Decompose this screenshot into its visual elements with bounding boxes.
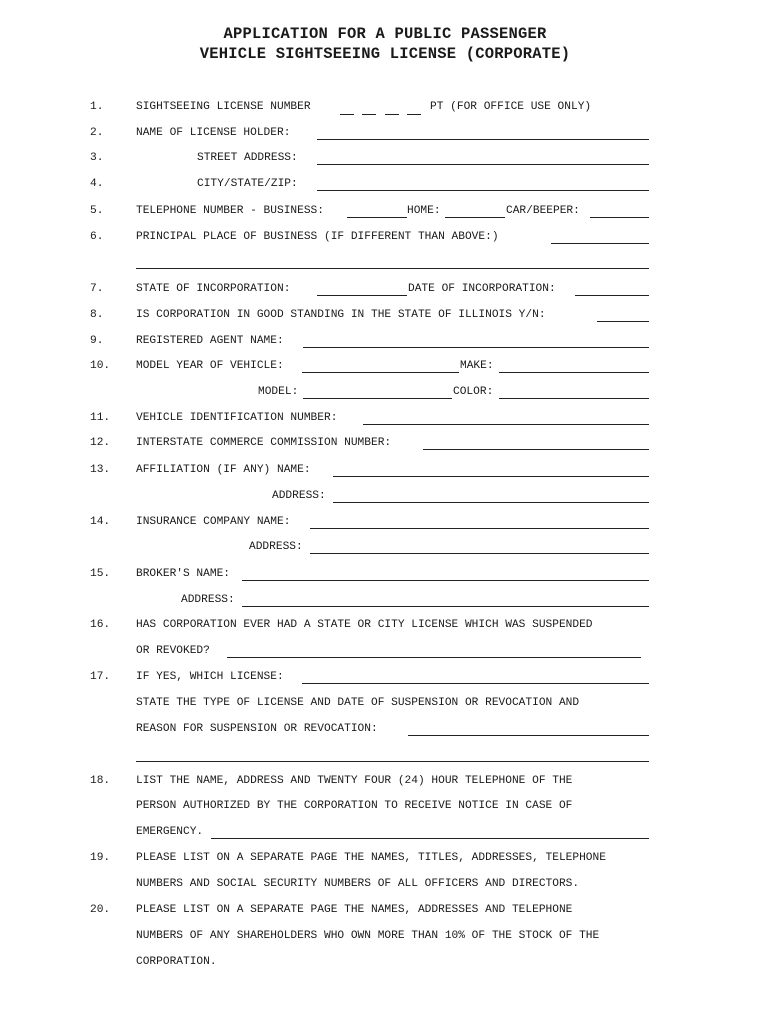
suspended-question-line-2: OR REVOKED? [136, 645, 210, 657]
city-state-zip-field[interactable] [317, 190, 649, 191]
good-standing-field[interactable] [597, 321, 649, 322]
registered-agent-field[interactable] [303, 347, 649, 348]
which-license-label: IF YES, WHICH LICENSE: [136, 671, 284, 683]
license-number-blank-4[interactable] [407, 114, 421, 115]
shareholders-instruction-line-2: NUMBERS OF ANY SHAREHOLDERS WHO OWN MORE THAN 10% OF THE STOCK OF THE [136, 930, 600, 942]
state-of-incorporation-label: STATE OF INCORPORATION: [136, 283, 291, 295]
city-state-zip-label: CITY/STATE/ZIP: [197, 178, 298, 190]
phone-business-label: TELEPHONE NUMBER - BUSINESS: [136, 205, 324, 217]
item-number-12: 12. [90, 437, 111, 449]
model-field[interactable] [303, 398, 452, 399]
color-field[interactable] [499, 398, 649, 399]
date-of-incorporation-field[interactable] [575, 295, 649, 296]
item-number-5: 5. [90, 205, 104, 217]
item-number-2: 2. [90, 127, 104, 139]
phone-car-beeper-label: CAR/BEEPER: [506, 205, 580, 217]
item-number-7: 7. [90, 283, 104, 295]
phone-home-label: HOME: [407, 205, 441, 217]
emergency-contact-line-1: LIST THE NAME, ADDRESS AND TWENTY FOUR (24) HOUR TELEPHONE OF THE [136, 775, 573, 787]
item-number-10: 10. [90, 360, 111, 372]
item-number-14: 14. [90, 516, 111, 528]
form-title-line-1: APPLICATION FOR A PUBLIC PASSENGER [223, 25, 547, 43]
broker-name-label: BROKER'S NAME: [136, 568, 230, 580]
shareholders-instruction-line-1: PLEASE LIST ON A SEPARATE PAGE THE NAMES, ADDRESSES AND TELEPHONE [136, 904, 573, 916]
make-field[interactable] [499, 372, 649, 373]
good-standing-label: IS CORPORATION IN GOOD STANDING IN THE STATE OF ILLINOIS Y/N: [136, 309, 546, 321]
insurance-address-label: ADDRESS: [249, 541, 303, 553]
item-number-20: 20. [90, 904, 111, 916]
license-number-blank-3[interactable] [385, 114, 399, 115]
street-address-label: STREET ADDRESS: [197, 152, 298, 164]
broker-address-field[interactable] [242, 606, 649, 607]
item-number-19: 19. [90, 852, 111, 864]
vin-label: VEHICLE IDENTIFICATION NUMBER: [136, 412, 338, 424]
item-number-4: 4. [90, 178, 104, 190]
form-title-line-2: VEHICLE SIGHTSEEING LICENSE (CORPORATE) [199, 45, 571, 63]
insurance-company-field[interactable] [310, 528, 649, 529]
emergency-contact-line-3: EMERGENCY. [136, 826, 204, 838]
reason-field-line-2[interactable] [136, 761, 649, 762]
insurance-company-label: INSURANCE COMPANY NAME: [136, 516, 291, 528]
item-number-6: 6. [90, 231, 104, 243]
state-of-incorporation-field[interactable] [317, 295, 407, 296]
affiliation-name-field[interactable] [333, 476, 649, 477]
item-number-13: 13. [90, 464, 111, 476]
item-number-3: 3. [90, 152, 104, 164]
suspended-answer-field[interactable] [227, 657, 641, 658]
make-label: MAKE: [460, 360, 494, 372]
item-number-8: 8. [90, 309, 104, 321]
license-number-blank-1[interactable] [340, 114, 354, 115]
item-number-15: 15. [90, 568, 111, 580]
street-address-field[interactable] [317, 164, 649, 165]
item-number-11: 11. [90, 412, 111, 424]
item-number-1: 1. [90, 101, 104, 113]
affiliation-address-field[interactable] [333, 502, 649, 503]
broker-address-label: ADDRESS: [181, 594, 235, 606]
principal-place-field[interactable] [551, 243, 649, 244]
color-label: COLOR: [453, 386, 494, 398]
item-number-16: 16. [90, 619, 111, 631]
icc-number-label: INTERSTATE COMMERCE COMMISSION NUMBER: [136, 437, 392, 449]
model-year-label: MODEL YEAR OF VEHICLE: [136, 360, 284, 372]
state-type-label: STATE THE TYPE OF LICENSE AND DATE OF SUSPENSION OR REVOCATION AND [136, 697, 580, 709]
registered-agent-label: REGISTERED AGENT NAME: [136, 335, 284, 347]
item-number-17: 17. [90, 671, 111, 683]
reason-field[interactable] [408, 735, 649, 736]
date-of-incorporation-label: DATE OF INCORPORATION: [408, 283, 556, 295]
officers-instruction-line-1: PLEASE LIST ON A SEPARATE PAGE THE NAMES, TITLES, ADDRESSES, TELEPHONE [136, 852, 606, 864]
affiliation-name-label: AFFILIATION (IF ANY) NAME: [136, 464, 311, 476]
model-year-field[interactable] [302, 372, 459, 373]
which-license-field[interactable] [302, 683, 649, 684]
phone-business-field[interactable] [347, 217, 407, 218]
holder-name-field[interactable] [317, 139, 649, 140]
emergency-contact-field[interactable] [211, 838, 649, 839]
license-number-blank-2[interactable] [362, 114, 376, 115]
shareholders-instruction-line-3: CORPORATION. [136, 956, 217, 968]
principal-place-field-line-2[interactable] [136, 268, 649, 269]
suspended-question-line-1: HAS CORPORATION EVER HAD A STATE OR CITY LICENSE WHICH WAS SUSPENDED [136, 619, 593, 631]
license-number-suffix: PT (FOR OFFICE USE ONLY) [430, 101, 592, 113]
license-number-label: SIGHTSEEING LICENSE NUMBER [136, 101, 311, 113]
phone-home-field[interactable] [445, 217, 505, 218]
vin-field[interactable] [363, 424, 649, 425]
principal-place-label: PRINCIPAL PLACE OF BUSINESS (IF DIFFERENT THAN ABOVE:) [136, 231, 499, 243]
holder-name-label: NAME OF LICENSE HOLDER: [136, 127, 291, 139]
insurance-address-field[interactable] [310, 553, 649, 554]
model-label: MODEL: [258, 386, 299, 398]
broker-name-field[interactable] [242, 580, 649, 581]
officers-instruction-line-2: NUMBERS AND SOCIAL SECURITY NUMBERS OF ALL OFFICERS AND DIRECTORS. [136, 878, 580, 890]
reason-label: REASON FOR SUSPENSION OR REVOCATION: [136, 723, 378, 735]
icc-number-field[interactable] [423, 449, 649, 450]
item-number-18: 18. [90, 775, 111, 787]
item-number-9: 9. [90, 335, 104, 347]
affiliation-address-label: ADDRESS: [272, 490, 326, 502]
phone-car-beeper-field[interactable] [590, 217, 649, 218]
emergency-contact-line-2: PERSON AUTHORIZED BY THE CORPORATION TO RECEIVE NOTICE IN CASE OF [136, 800, 573, 812]
